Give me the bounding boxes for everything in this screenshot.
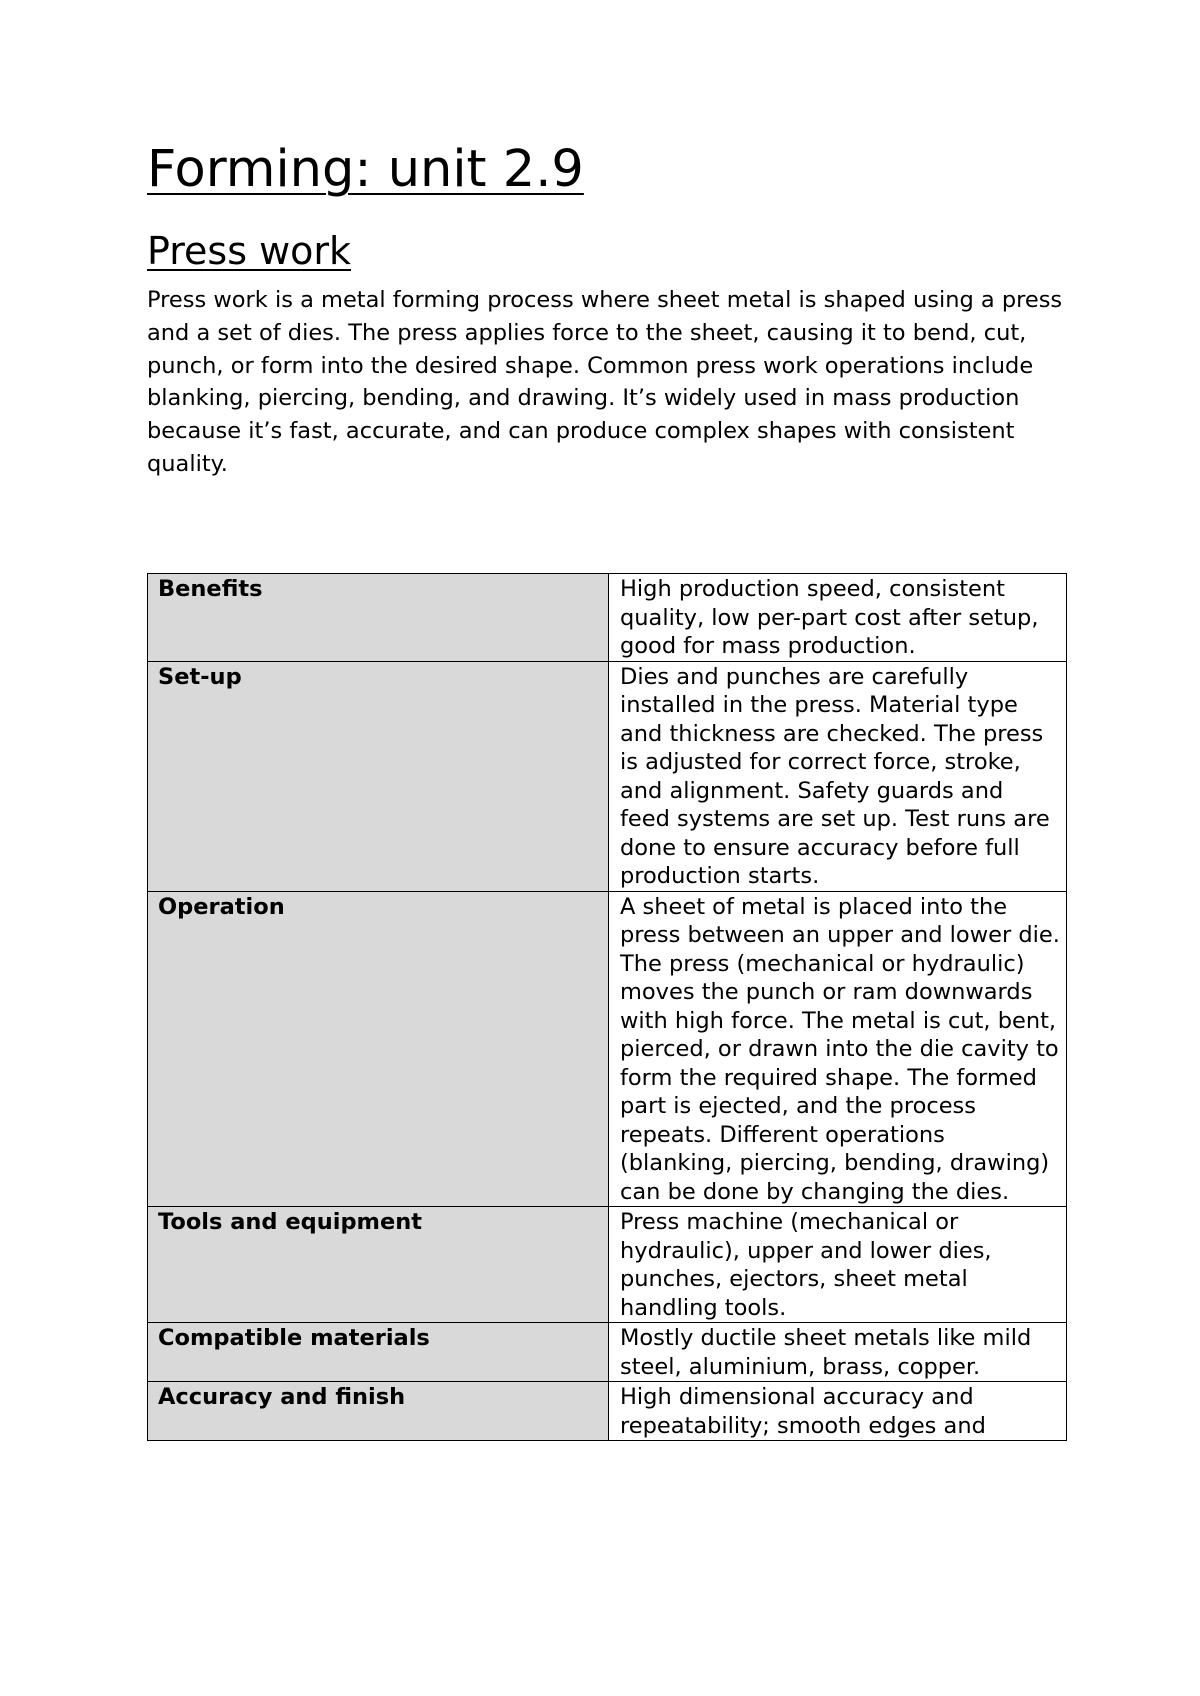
table-row-tools-and-equipment (148, 1207, 1067, 1323)
press-work-table (147, 573, 1067, 1441)
table-row-benefits (148, 574, 1067, 662)
table-row-accuracy-and-finish (148, 1382, 1067, 1441)
document-page (147, 140, 1067, 481)
row-label-set-up: Set-up (148, 661, 609, 891)
table-row-set-up (148, 661, 1067, 891)
row-label-operation: Operation (148, 891, 609, 1207)
row-value-compatible-materials: Mostly ductile sheet metals like mild steel, aluminium, brass, copper. (609, 1323, 1067, 1382)
row-value-operation: A sheet of metal is placed into the press between an upper and lower die. The press (mechanical or hydraulic) moves the punch or ram downwards with high force. The metal is cut, bent, pierced, or drawn into the die cavity to form the required shape. The formed part is ejected, and the process repeats. Different operations (blanking, piercing, bending, drawing) can be done by changing the dies. (609, 891, 1067, 1207)
row-value-benefits: High production speed, consistent quality, low per-part cost after setup, good for mass production. (609, 574, 1067, 662)
row-label-compatible-materials: Compatible materials (148, 1323, 609, 1382)
table-row-operation (148, 891, 1067, 1207)
row-value-accuracy-and-finish: High dimensional accuracy and repeatability; smooth edges and (609, 1382, 1067, 1441)
document-title: Forming: unit 2.9 (147, 140, 584, 199)
section-heading-press-work: Press work (147, 229, 352, 273)
intro-paragraph: Press work is a metal forming process where sheet metal is shaped using a press and a set of dies. The press applies force to the sheet, causing it to bend, cut, punch, or form into the desired shape. Common press work operations include blanking, piercing, bending, and drawing. It’s widely used in mass production because it’s fast, accurate, and can produce complex shapes with consistent quality. (147, 287, 1063, 477)
row-label-accuracy-and-finish: Accuracy and finish (148, 1382, 609, 1441)
row-value-tools-and-equipment: Press machine (mechanical or hydraulic), upper and lower dies, punches, ejectors, sheet metal handling tools. (609, 1207, 1067, 1323)
row-label-benefits: Benefits (148, 574, 609, 662)
row-value-set-up: Dies and punches are carefully installed in the press. Material type and thickness are checked. The press is adjusted for correct force, stroke, and alignment. Safety guards and feed systems are set up. Test runs are done to ensure accuracy before full production starts. (609, 661, 1067, 891)
row-label-tools-and-equipment: Tools and equipment (148, 1207, 609, 1323)
table-row-compatible-materials (148, 1323, 1067, 1382)
